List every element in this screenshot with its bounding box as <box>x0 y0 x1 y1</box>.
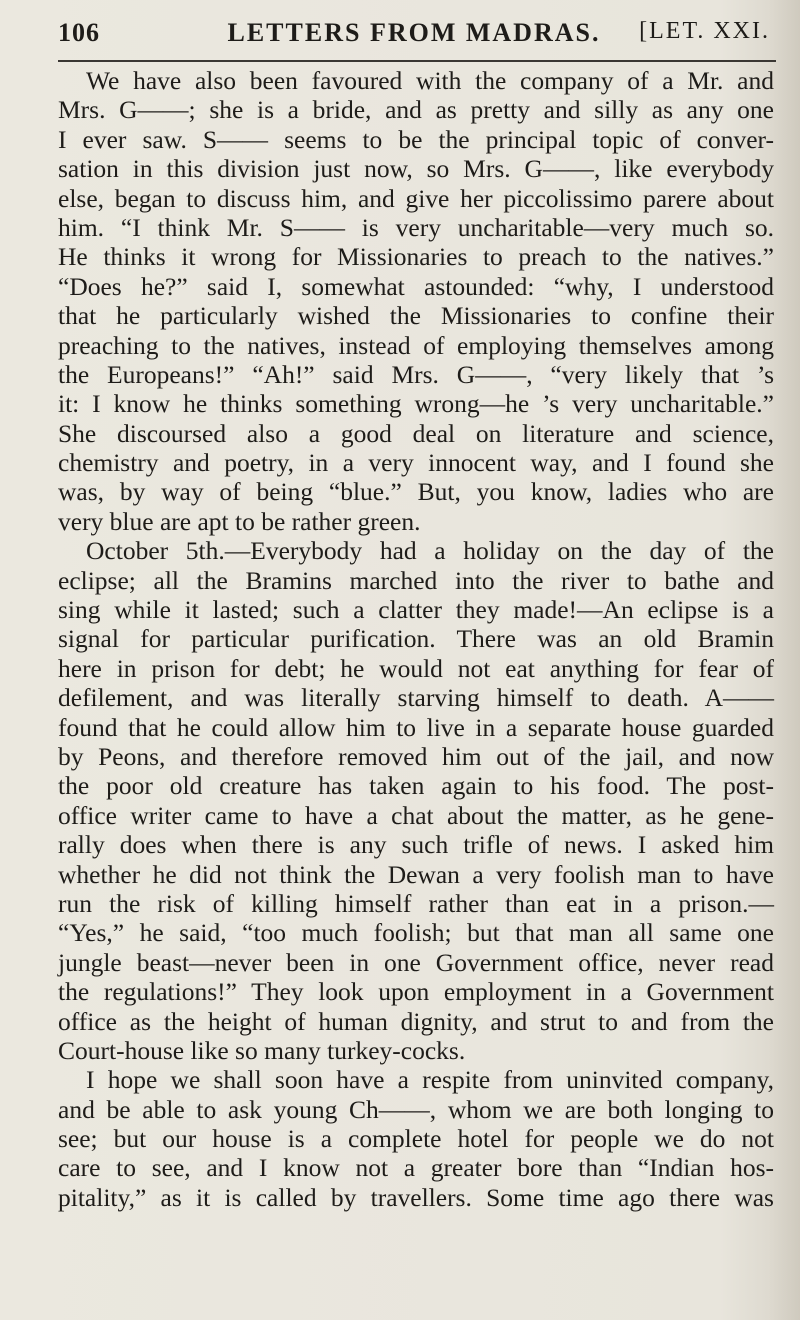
text-line: “Does he?” said I, somewhat astounded: “why, I understood <box>58 271 774 301</box>
text-line: the regulations!” They look upon employment in a Government <box>58 977 774 1007</box>
text-line: that he particularly wished the Missionaries to confine their <box>58 301 774 331</box>
text-line: “Yes,” he said, “too much foolish; but that man all same one <box>58 918 774 948</box>
text-line: He thinks it wrong for Missionaries to preach to the natives.” <box>58 242 774 272</box>
running-header <box>58 18 770 62</box>
text-line: October 5th.—Everybody had a holiday on the day of the <box>86 536 774 566</box>
text-line: eclipse; all the Bramins marched into the river to bathe and <box>58 565 774 595</box>
text-line: She discoursed also a good deal on literature and science, <box>58 418 774 448</box>
text-line: preaching to the natives, instead of employing themselves among <box>58 330 774 360</box>
text-line: see; but our house is a complete hotel for people we do not <box>58 1124 774 1154</box>
text-line: signal for particular purification. There was an old Bramin <box>58 624 774 654</box>
text-line: I hope we shall soon have a respite from uninvited company, <box>86 1065 774 1095</box>
text-line: Mrs. G——; she is a bride, and as pretty and silly as any one <box>58 95 774 125</box>
text-line: I ever saw. S—— seems to be the principal topic of conver- <box>58 124 774 154</box>
text-line: office writer came to have a chat about the matter, as he gene- <box>58 800 774 830</box>
text-line: pitality,” as it is called by travellers. Some time ago there was <box>58 1182 774 1212</box>
text-line: defilement, and was literally starving himself to death. A—— <box>58 683 774 713</box>
text-line: the poor old creature has taken again to his food. The post- <box>58 771 774 801</box>
body-text <box>58 66 774 1212</box>
page-number: 106 <box>58 18 100 47</box>
text-line: run the risk of killing himself rather than eat in a prison.— <box>58 888 774 918</box>
text-line: Court-house like so many turkey-cocks. <box>58 1035 466 1065</box>
text-line: by Peons, and therefore removed him out of the jail, and now <box>58 741 774 771</box>
text-line: here in prison for debt; he would not eat anything for fear of <box>58 653 774 683</box>
running-title: LETTERS FROM MADRAS. <box>227 18 601 47</box>
text-line: sation in this division just now, so Mrs. G——, like everybody <box>58 154 774 184</box>
text-line: We have also been favoured with the company of a Mr. and <box>86 66 774 95</box>
text-line: sing while it lasted; such a clatter they made!—An eclipse is a <box>58 595 774 625</box>
header-rule <box>58 60 776 62</box>
text-line: him. “I think Mr. S—— is very uncharitable—very much so. <box>58 212 774 242</box>
text-line: else, began to discuss him, and give her piccolissimo parere about <box>58 183 774 213</box>
text-line: very blue are apt to be rather green. <box>58 506 421 536</box>
text-line: chemistry and poetry, in a very innocent way, and I found she <box>58 448 774 478</box>
text-line: the Europeans!” “Ah!” said Mrs. G——, “very likely that ’s <box>58 359 774 389</box>
text-line: whether he did not think the Dewan a very foolish man to have <box>58 859 774 889</box>
text-line: it: I know he thinks something wrong—he ’s very uncharitable.” <box>58 389 774 419</box>
text-line: rally does when there is any such trifle of news. I asked him <box>58 830 774 860</box>
text-line: care to see, and I know not a greater bore than “Indian hos- <box>58 1153 774 1183</box>
text-line: office as the height of human dignity, and strut to and from the <box>58 1006 774 1036</box>
text-line: was, by way of being “blue.” But, you know, ladies who are <box>58 477 774 507</box>
text-line: found that he could allow him to live in a separate house guarded <box>58 712 774 742</box>
letter-label: [LET. XXI. <box>639 18 770 44</box>
text-line: jungle beast—never been in one Government office, never read <box>58 947 774 977</box>
text-line: and be able to ask young Ch——, whom we are both longing to <box>58 1094 774 1124</box>
